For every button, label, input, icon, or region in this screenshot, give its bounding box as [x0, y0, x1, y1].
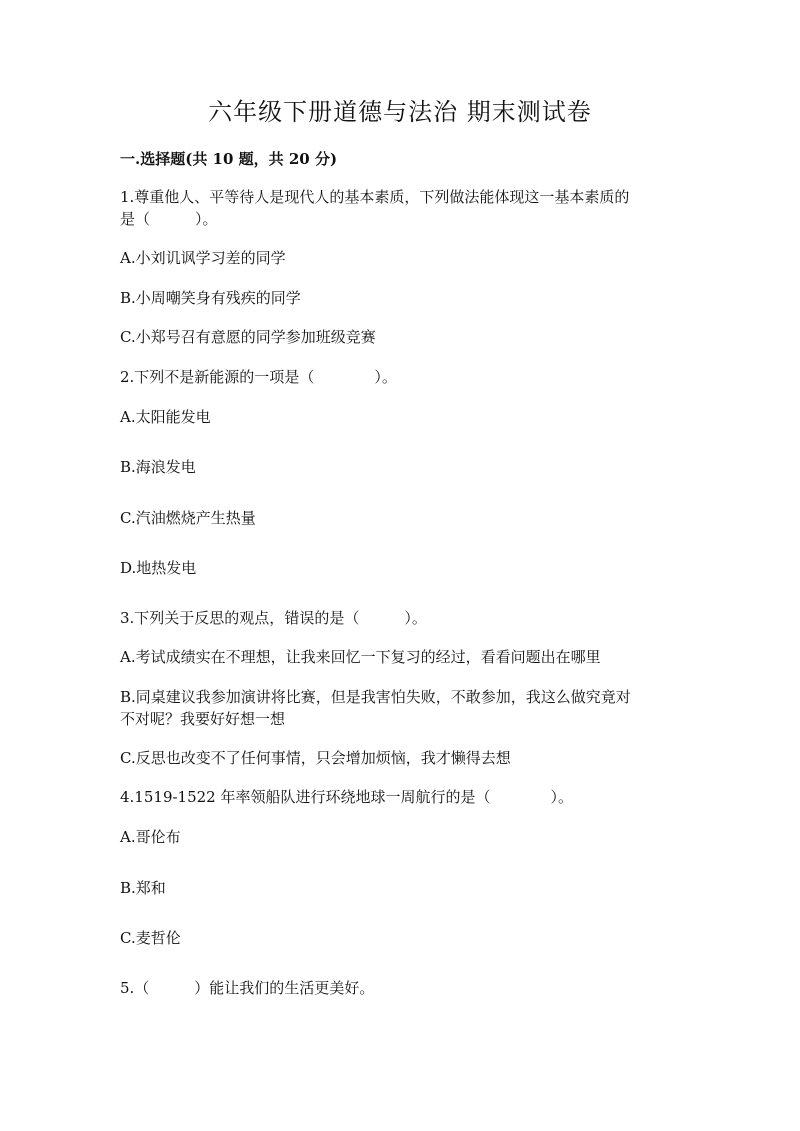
question-2-option-a: A.太阳能发电: [120, 408, 211, 426]
question-1-option-a: A.小刘讥讽学习差的同学: [120, 249, 286, 267]
question-2-option-d: D.地热发电: [120, 559, 197, 577]
question-3-stem: 3.下列关于反思的观点，错误的是（ ）。: [120, 609, 427, 627]
question-2-stem: 2.下列不是新能源的一项是（ ）。: [120, 368, 397, 386]
question-4-option-a: A.哥伦布: [120, 828, 181, 846]
question-1-stem-line-2: 是（ ）。: [120, 210, 218, 228]
question-4-stem: 4.1519-1522 年率领船队进行环绕地球一周航行的是（ ）。: [120, 788, 573, 806]
question-2-option-b: B.海浪发电: [120, 458, 196, 476]
question-3-option-b-line-2: 不对呢？我要好好想一想: [120, 710, 286, 728]
question-3-option-b-line-1: B.同桌建议我参加演讲将比赛，但是我害怕失败，不敢参加，我这么做究竟对: [120, 688, 631, 706]
page-title: 六年级下册道德与法治 期末测试卷: [208, 98, 592, 126]
question-3-option-c: C.反思也改变不了任何事情，只会增加烦恼，我才懒得去想: [120, 749, 511, 767]
question-4-option-c: C.麦哲伦: [120, 929, 181, 947]
question-1-option-b: B.小周嘲笑身有残疾的同学: [120, 289, 301, 307]
question-4-option-b: B.郑和: [120, 879, 166, 897]
question-3-option-a: A.考试成绩实在不理想，让我来回忆一下复习的经过，看看问题出在哪里: [120, 648, 601, 666]
section-heading: 一.选择题(共 10 题，共 20 分): [120, 150, 338, 168]
question-1-option-c: C.小郑号召有意愿的同学参加班级竞赛: [120, 328, 376, 346]
question-5-stem: 5.（ ）能让我们的生活更美好。: [120, 979, 375, 997]
question-2-option-c: C.汽油燃烧产生热量: [120, 509, 256, 527]
question-1-stem-line-1: 1.尊重他人、平等待人是现代人的基本素质，下列做法能体现这一基本素质的: [120, 188, 630, 206]
